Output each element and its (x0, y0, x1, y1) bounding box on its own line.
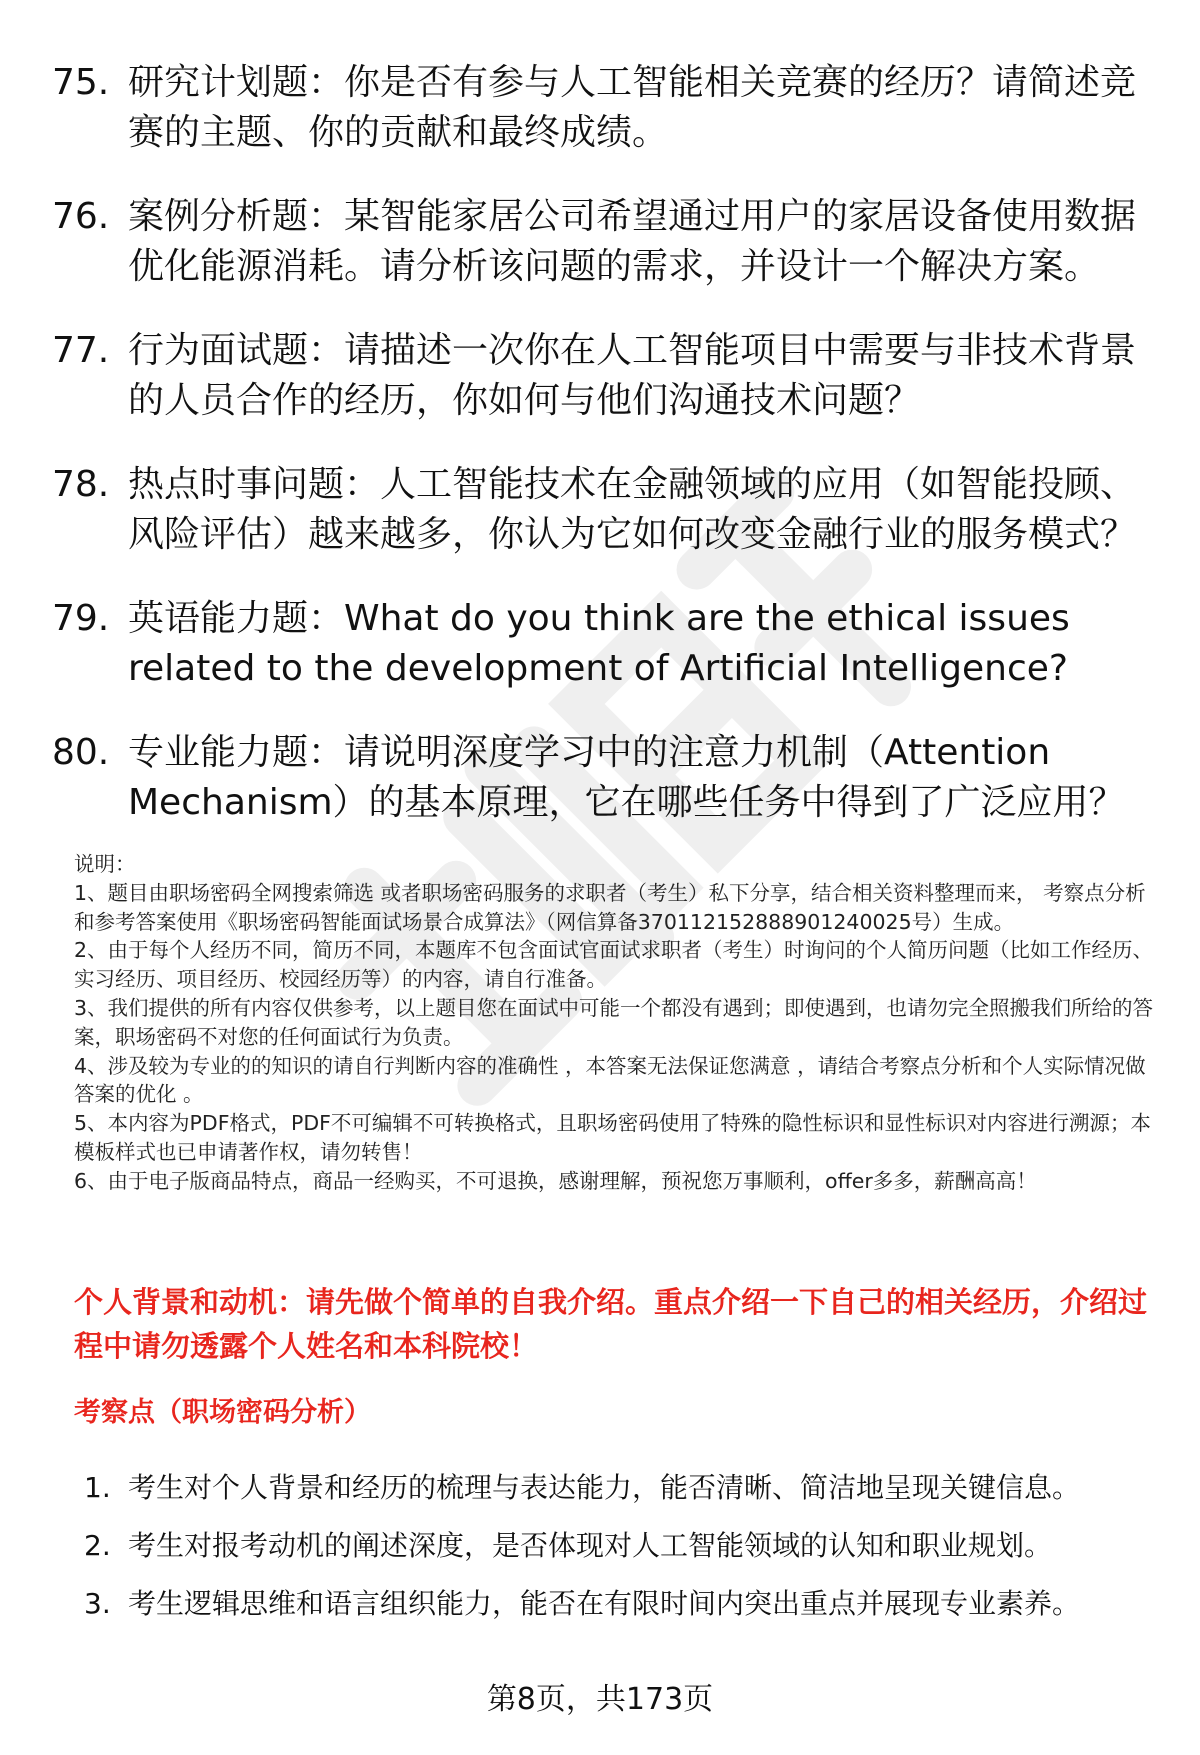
analysis-point (84, 1526, 1174, 1566)
question-item (52, 192, 1162, 292)
question-text: 热点时事问题：人工智能技术在金融领域的应用（如智能投顾、风险评估）越来越多，你认为它如何改变金融行业的服务模式？ (128, 464, 1137, 555)
question-number: 80. (52, 732, 110, 773)
analysis-point (84, 1468, 1174, 1508)
note-item: 5、本内容为PDF格式，PDF不可编辑不可转换格式，且职场密码使用了特殊的隐性标识和显性标识对内容进行溯源；本模板样式也已申请著作权，请勿转售！ (74, 1111, 1151, 1164)
question-item (52, 58, 1162, 158)
question-number: 76. (52, 196, 110, 237)
question-text: 案例分析题：某智能家居公司希望通过用户的家居设备使用数据优化能源消耗。请分析该问题的需求，并设计一个解决方案。 (128, 196, 1137, 287)
question-number: 77. (52, 330, 110, 371)
point-text: 考生对个人背景和经历的梳理与表达能力，能否清晰、简洁地呈现关键信息。 (128, 1471, 1081, 1504)
question-number: 79. (52, 598, 110, 639)
question-item (52, 728, 1162, 828)
question-number: 75. (52, 62, 110, 103)
question-text: 英语能力题：What do you think are the ethical issues related to the development of Artificial Intelligence? (128, 598, 1070, 689)
note-item: 1、题目由职场密码全网搜索筛选 或者职场密码服务的求职者（考生）私下分享，结合相关资料整理而来， 考察点分析和参考答案使用《职场密码智能面试场景合成算法》（网信算备370112152888901240025号）生成。 (74, 880, 1146, 934)
question-item (52, 594, 1162, 694)
analysis-heading: 考察点（职场密码分析） (74, 1397, 371, 1428)
point-text: 考生对报考动机的阐述深度，是否体现对人工智能领域的认知和职业规划。 (128, 1529, 1053, 1562)
point-number: 2. (84, 1529, 111, 1562)
page-footer: 第8页，共173页 (486, 1682, 714, 1717)
note-item: 4、涉及较为专业的的知识的请自行判断内容的准确性 ，本答案无法保证您满意 ，请结合考察点分析和个人实际情况做答案的优化 。 (74, 1053, 1146, 1107)
point-text: 考生逻辑思维和语言组织能力，能否在有限时间内突出重点并展现专业素养。 (128, 1587, 1081, 1620)
question-list (52, 58, 1162, 862)
question-number: 78. (52, 464, 110, 505)
point-number: 1. (84, 1471, 111, 1504)
question-text: 行为面试题：请描述一次你在人工智能项目中需要与非技术背景的人员合作的经历，你如何与他们沟通技术问题？ (128, 330, 1137, 421)
analysis-points (84, 1468, 1174, 1642)
question-item (52, 460, 1162, 560)
note-item: 6、由于电子版商品特点，商品一经购买，不可退换，感谢理解，预祝您万事顺利，offer多多，薪酬高高！ (74, 1168, 1037, 1193)
point-number: 3. (84, 1587, 111, 1620)
question-item (52, 326, 1162, 426)
disclaimer-notes (74, 850, 1154, 1196)
question-text: 研究计划题：你是否有参与人工智能相关竞赛的经历？请简述竞赛的主题、你的贡献和最终成绩。 (128, 62, 1137, 153)
note-item: 3、我们提供的所有内容仅供参考，以上题目您在面试中可能一个都没有遇到；即使遇到，也请勿完全照搬我们所给的答案，职场密码不对您的任何面试行为负责。 (74, 995, 1154, 1049)
analysis-point (84, 1584, 1174, 1624)
intro-question: 个人背景和动机：请先做个简单的自我介绍。重点介绍一下自己的相关经历，介绍过程中请勿透露个人姓名和本科院校！ (74, 1285, 1148, 1363)
question-text: 专业能力题：请说明深度学习中的注意力机制（Attention Mechanism）的基本原理，它在哪些任务中得到了广泛应用？ (128, 732, 1125, 823)
note-item: 2、由于每个人经历不同，简历不同，本题库不包含面试官面试求职者（考生）时询问的个人简历问题（比如工作经历、实习经历、项目经历、校园经历等）的内容，请自行准备。 (74, 938, 1154, 992)
notes-title: 说明： (74, 852, 136, 876)
